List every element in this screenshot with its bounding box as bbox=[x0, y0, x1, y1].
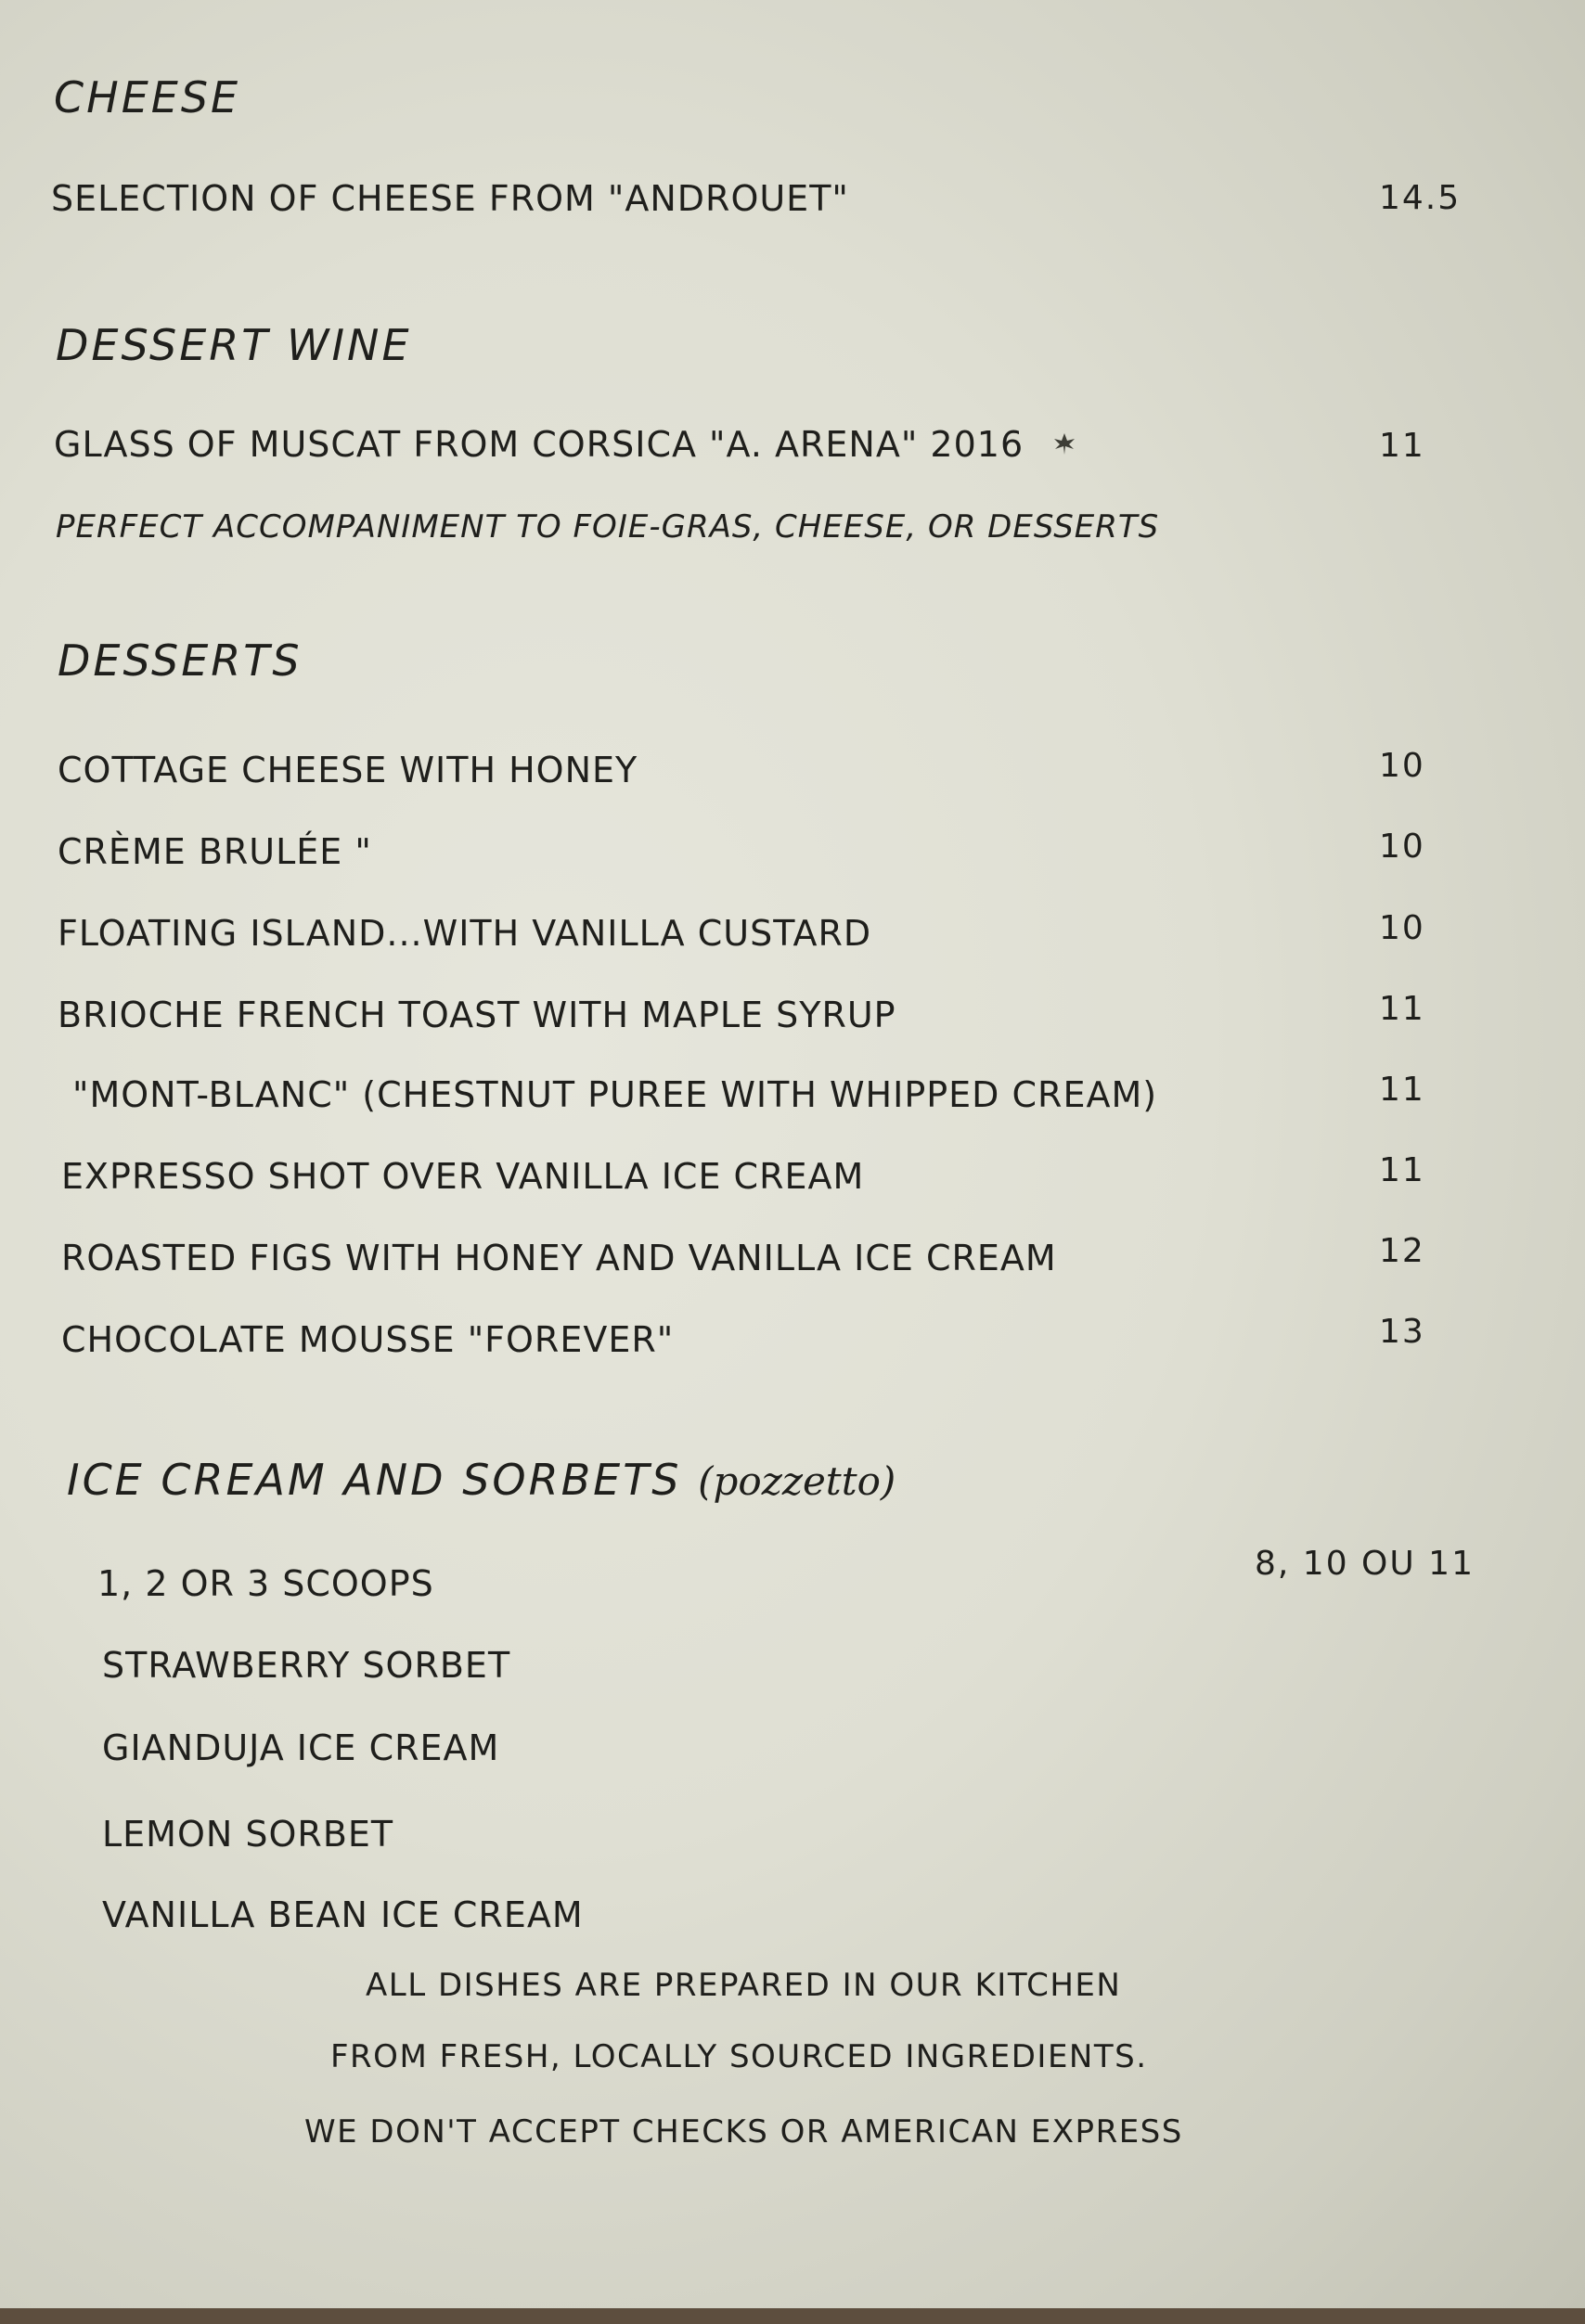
dessert-item-name: CRÈME BRULÉE " bbox=[58, 831, 372, 872]
dessert-item-price: 10 bbox=[1379, 828, 1425, 866]
table-surface bbox=[0, 2308, 1585, 2324]
ice-cream-subtitle: (pozzetto) bbox=[698, 1458, 896, 1504]
dessert-item-name: FLOATING ISLAND...WITH VANILLA CUSTARD bbox=[58, 913, 872, 954]
dessert-item-price: 13 bbox=[1379, 1313, 1425, 1351]
dessert-wine-item-price: 11 bbox=[1379, 427, 1425, 465]
ice-cream-flavor: GIANDUJA ICE CREAM bbox=[102, 1727, 500, 1768]
dessert-item-name: "MONT-BLANC" (CHESTNUT PUREE WITH WHIPPED CREAM) bbox=[72, 1074, 1158, 1115]
ice-cream-scoops: 1, 2 OR 3 SCOOPS bbox=[97, 1563, 434, 1604]
dessert-wine-section-title: DESSERT WINE bbox=[56, 320, 412, 370]
cheese-item-name: SELECTION OF CHEESE FROM "ANDROUET" bbox=[51, 178, 849, 219]
dessert-item-price: 11 bbox=[1379, 990, 1425, 1028]
dessert-wine-item bbox=[54, 424, 1077, 465]
dessert-item-price: 11 bbox=[1379, 1071, 1425, 1109]
dessert-item-name: COTTAGE CHEESE WITH HONEY bbox=[58, 750, 638, 790]
ice-cream-flavor: STRAWBERRY SORBET bbox=[102, 1645, 511, 1686]
ice-cream-scoops-price: 8, 10 OU 11 bbox=[1255, 1545, 1475, 1583]
dessert-item-name: CHOCOLATE MOUSSE "FOREVER" bbox=[61, 1319, 675, 1360]
dessert-wine-note: PERFECT ACCOMPANIMENT TO FOIE-GRAS, CHEESE, OR DESSERTS bbox=[56, 508, 1160, 546]
dessert-item-name: BRIOCHE FRENCH TOAST WITH MAPLE SYRUP bbox=[58, 995, 896, 1035]
cheese-item-price: 14.5 bbox=[1379, 179, 1462, 217]
dessert-item-name: ROASTED FIGS WITH HONEY AND VANILLA ICE CREAM bbox=[61, 1238, 1057, 1278]
ice-cream-title-text: ICE CREAM AND SORBETS bbox=[67, 1455, 682, 1505]
desserts-section-title: DESSERTS bbox=[58, 636, 303, 686]
footer-line: FROM FRESH, LOCALLY SOURCED INGREDIENTS. bbox=[330, 2038, 1148, 2075]
cheese-section-title: CHEESE bbox=[54, 72, 241, 122]
ice-cream-flavor: VANILLA BEAN ICE CREAM bbox=[102, 1894, 584, 1935]
dessert-wine-item-name: GLASS OF MUSCAT FROM CORSICA "A. ARENA" 2016 bbox=[54, 424, 1024, 465]
footer-line: WE DON'T ACCEPT CHECKS OR AMERICAN EXPRESS bbox=[304, 2113, 1183, 2151]
footer-line: ALL DISHES ARE PREPARED IN OUR KITCHEN bbox=[366, 1967, 1122, 2004]
dessert-item-price: 10 bbox=[1379, 909, 1425, 947]
dessert-item-price: 10 bbox=[1379, 747, 1425, 785]
dessert-item-price: 11 bbox=[1379, 1151, 1425, 1189]
ice-cream-section-title bbox=[67, 1455, 896, 1505]
dessert-item-price: 12 bbox=[1379, 1232, 1425, 1270]
dessert-item-name: EXPRESSO SHOT OVER VANILLA ICE CREAM bbox=[61, 1156, 865, 1197]
ice-cream-flavor: LEMON SORBET bbox=[102, 1814, 394, 1855]
leaf-icon bbox=[1051, 429, 1077, 464]
